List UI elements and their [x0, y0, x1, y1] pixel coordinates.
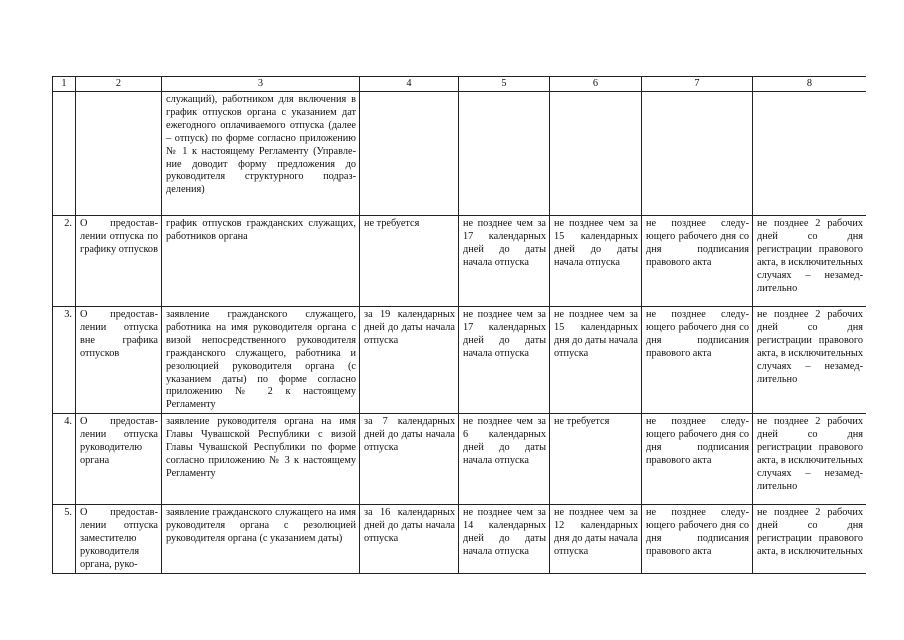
submission-term-cell: за 19 календарных дней до даты начала отпуска	[360, 307, 459, 414]
term-cell: не позднее следующего рабочего дня со дня подписания правового акта	[642, 216, 753, 307]
term-cell: не позднее следующего рабочего дня со дня подписания правового акта	[642, 505, 753, 574]
column-number: 5	[459, 77, 550, 92]
submission-term-cell	[360, 92, 459, 216]
leave-type-cell	[76, 92, 162, 216]
term-cell: не позднее 2 рабочих дней со дня регистрации правового акта, в исключительных случаях – незамедлительно	[753, 216, 867, 307]
term-cell: не позднее чем за 6 календарных дней до даты начала отпуска	[459, 414, 550, 505]
term-cell	[642, 92, 753, 216]
term-cell	[459, 92, 550, 216]
term-cell: не позднее чем за 12 календарных дня до даты начала отпуска	[550, 505, 642, 574]
row-number: 3.	[53, 307, 76, 414]
term-cell: не позднее 2 рабочих дней со дня регистрации правового акта, в исключительных случаях – незамедлительно	[753, 414, 867, 505]
leave-type-cell: О предоставлении отпуска руководителю органа	[76, 414, 162, 505]
term-cell: не позднее 2 рабочих дней со дня регистрации правового акта, в исключительных	[753, 505, 867, 574]
column-number: 2	[76, 77, 162, 92]
table-row	[53, 216, 867, 307]
term-cell: не позднее 2 рабочих дней со дня регистрации правового акта, в исключительных случаях – незамедлительно	[753, 307, 867, 414]
table-row	[53, 414, 867, 505]
term-cell	[753, 92, 867, 216]
table-row	[53, 505, 867, 574]
row-number: 5.	[53, 505, 76, 574]
column-number: 6	[550, 77, 642, 92]
document-page	[52, 76, 866, 578]
table-row	[53, 307, 867, 414]
basis-document-cell: график отпусков гражданских служащих, работников органа	[162, 216, 360, 307]
leave-type-cell: О предоставлении отпуска по графику отпусков	[76, 216, 162, 307]
basis-document-cell: заявление руководителя органа на имя Главы Чувашской Республики с визой Главы Чувашской Республики по форме согласно приложению № 3 к настоящему Регламенту	[162, 414, 360, 505]
basis-document-cell: служащий), работником для включения в график отпусков органа с указанием дат ежегодного оплачиваемого отпуска (далее – отпуск) по форме согласно приложению № 1 к настоящему Регламенту (Управление доводит форму предложения до руководителя структурного подразделения)	[162, 92, 360, 216]
column-number-header-row	[53, 77, 867, 92]
term-cell: не позднее чем за 15 календарных дня до даты начала отпуска	[550, 307, 642, 414]
term-cell: не требуется	[550, 414, 642, 505]
term-cell: не позднее следующего рабочего дня со дня подписания правового акта	[642, 414, 753, 505]
row-number: 2.	[53, 216, 76, 307]
column-number: 8	[753, 77, 867, 92]
leave-type-cell: О предоставлении отпуска заместителю руководителя органа, руко-	[76, 505, 162, 574]
submission-term-cell: за 16 календарных дней до даты начала отпуска	[360, 505, 459, 574]
basis-document-cell: заявление гражданского служащего, работника на имя руководителя органа с визой непосредственного руководителя гражданского служащего, работника и резолюцией руководителя органа (с указанием даты) по форме согласно приложению № 2 к настоящему Регламенту	[162, 307, 360, 414]
term-cell: не позднее чем за 14 календарных дней до даты начала отпуска	[459, 505, 550, 574]
column-number: 1	[53, 77, 76, 92]
term-cell	[550, 92, 642, 216]
term-cell: не позднее следующего рабочего дня со дня подписания правового акта	[642, 307, 753, 414]
basis-document-cell: заявление гражданского служащего на имя руководителя органа с резолюцией руководителя органа (с указанием даты)	[162, 505, 360, 574]
column-number: 4	[360, 77, 459, 92]
leave-type-cell: О предоставлении отпуска вне графика отпусков	[76, 307, 162, 414]
row-number	[53, 92, 76, 216]
term-cell: не позднее чем за 17 календарных дней до даты начала отпуска	[459, 216, 550, 307]
column-number: 7	[642, 77, 753, 92]
column-number: 3	[162, 77, 360, 92]
regulation-table	[52, 76, 866, 574]
term-cell: не позднее чем за 15 календарных дней до даты начала отпуска	[550, 216, 642, 307]
submission-term-cell: за 7 календарных дней до даты начала отпуска	[360, 414, 459, 505]
table-row	[53, 92, 867, 216]
term-cell: не позднее чем за 17 календарных дней до даты начала отпуска	[459, 307, 550, 414]
row-number: 4.	[53, 414, 76, 505]
submission-term-cell: не требуется	[360, 216, 459, 307]
